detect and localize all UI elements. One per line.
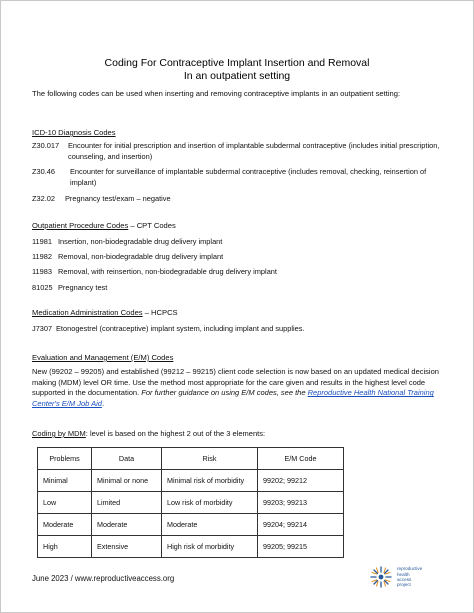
- mdm-lead-rest: : level is based on the highest 2 out of the 3 elements:: [85, 429, 266, 438]
- table-cell: Minimal: [38, 470, 92, 492]
- table-cell: Minimal risk of morbidity: [162, 470, 258, 492]
- table-cell: Moderate: [92, 514, 162, 536]
- icd-item: [32, 141, 452, 162]
- icd-heading-text: ICD-10 Diagnosis Codes: [32, 128, 116, 137]
- cpt-item: [32, 237, 452, 248]
- hcpcs-heading: [32, 308, 178, 318]
- cpt-desc: Removal, non-biodegradable drug delivery implant: [58, 252, 224, 261]
- footer-text: June 2023 / www.reproductiveaccess.org: [32, 574, 175, 583]
- cpt-code: 81025: [32, 283, 53, 292]
- table-cell: Minimal or none: [92, 470, 162, 492]
- em-job-aid-link-text: Reproductive Health National Training Center's E/M Job Aid: [32, 388, 434, 408]
- cpt-code: 11981: [32, 237, 53, 246]
- table-row: [38, 492, 344, 514]
- table-cell: High: [38, 536, 92, 558]
- hcpcs-item: [32, 324, 452, 335]
- cpt-code: 11983: [32, 267, 53, 276]
- cpt-code: 11982: [32, 252, 53, 261]
- cpt-desc: Removal, with reinsertion, non-biodegradable drug delivery implant: [58, 267, 277, 276]
- table-header-row: [38, 448, 344, 470]
- intro-text: The following codes can be used when inserting and removing contraceptive implants in an outpatient setting:: [32, 89, 401, 98]
- em-guidance-text: For further guidance on using E/M codes, see the: [141, 388, 308, 398]
- icd-code: Z30.017: [32, 141, 60, 150]
- document-title-block: [1, 57, 473, 83]
- table-row: [38, 514, 344, 536]
- logo-text-line: health: [397, 571, 410, 577]
- table-cell: Limited: [92, 492, 162, 514]
- logo-text-line: access: [397, 577, 412, 582]
- cpt-heading-suffix: – CPT Codes: [128, 221, 176, 230]
- logo-text: [397, 566, 422, 588]
- cpt-heading-text: Outpatient Procedure Codes: [32, 221, 129, 230]
- starburst-logo-icon: [368, 564, 394, 590]
- rhap-logo: [368, 564, 422, 590]
- hcpcs-heading-suffix: – HCPCS: [142, 308, 178, 317]
- mdm-table: [37, 447, 344, 558]
- cpt-desc: Insertion, non-biodegradable drug delivery implant: [58, 237, 223, 246]
- document-subtitle: In an outpatient setting: [183, 70, 291, 82]
- cpt-item: [32, 252, 452, 263]
- mdm-lead: [32, 429, 450, 440]
- logo-text-line: reproductive: [397, 566, 423, 572]
- hcpcs-heading-text: Medication Administration Codes: [32, 308, 143, 317]
- table-header-cell: Risk: [162, 448, 258, 470]
- em-paragraph-end: .: [101, 398, 105, 408]
- logo-text-line: project: [397, 582, 411, 588]
- em-heading: [32, 353, 173, 363]
- icd-desc: Encounter for initial prescription and insertion of implantable subdermal contraceptive (includes initial prescription, counseling, and insertion): [68, 141, 440, 161]
- icd-item: [32, 194, 452, 205]
- icd-item: [32, 167, 452, 188]
- table-cell: Extensive: [92, 536, 162, 558]
- icd-desc: Pregnancy test/exam – negative: [65, 194, 171, 203]
- table-cell: 99202; 99212: [258, 470, 344, 492]
- table-header-cell: Problems: [38, 448, 92, 470]
- table-cell: 99204; 99214: [258, 514, 344, 536]
- document-title: Coding For Contraceptive Implant Insertion and Removal: [104, 57, 370, 69]
- icd-code: Z32.02: [32, 194, 56, 203]
- cpt-item: [32, 267, 452, 278]
- table-cell: Moderate: [38, 514, 92, 536]
- cpt-desc: Pregnancy test: [58, 283, 108, 292]
- icd-heading: [32, 128, 116, 138]
- table-cell: 99203; 99213: [258, 492, 344, 514]
- mdm-lead-underlined: Coding by MDM: [32, 429, 86, 438]
- table-row: [38, 536, 344, 558]
- table-cell: Moderate: [162, 514, 258, 536]
- cpt-item: [32, 283, 452, 294]
- em-heading-text: Evaluation and Management (E/M) Codes: [32, 353, 174, 362]
- hcpcs-code: J7307: [32, 324, 53, 333]
- icd-desc: Encounter for surveillance of implantable subdermal contraceptive (includes removal, checking, reinsertion of implant): [70, 167, 427, 187]
- cpt-heading: [32, 221, 176, 231]
- table-cell: Low: [38, 492, 92, 514]
- table-cell: 99205; 99215: [258, 536, 344, 558]
- em-paragraph-text: New (99202 – 99205) and established (99212 – 99215) client code selection is now based on an updated medical decision making (MDM) level OR time. Use the method most appropriate for the care given and results in the highest level code supported in the documentation.: [32, 367, 439, 398]
- table-row: [38, 470, 344, 492]
- table-cell: Low risk of morbidity: [162, 492, 258, 514]
- table-header-cell: Data: [92, 448, 162, 470]
- em-paragraph: [32, 367, 450, 409]
- icd-code: Z30.46: [32, 167, 56, 176]
- table-header-cell: E/M Code: [258, 448, 344, 470]
- table-cell: High risk of morbidity: [162, 536, 258, 558]
- hcpcs-desc: Etonogestrel (contraceptive) implant system, including implant and supplies.: [56, 324, 305, 333]
